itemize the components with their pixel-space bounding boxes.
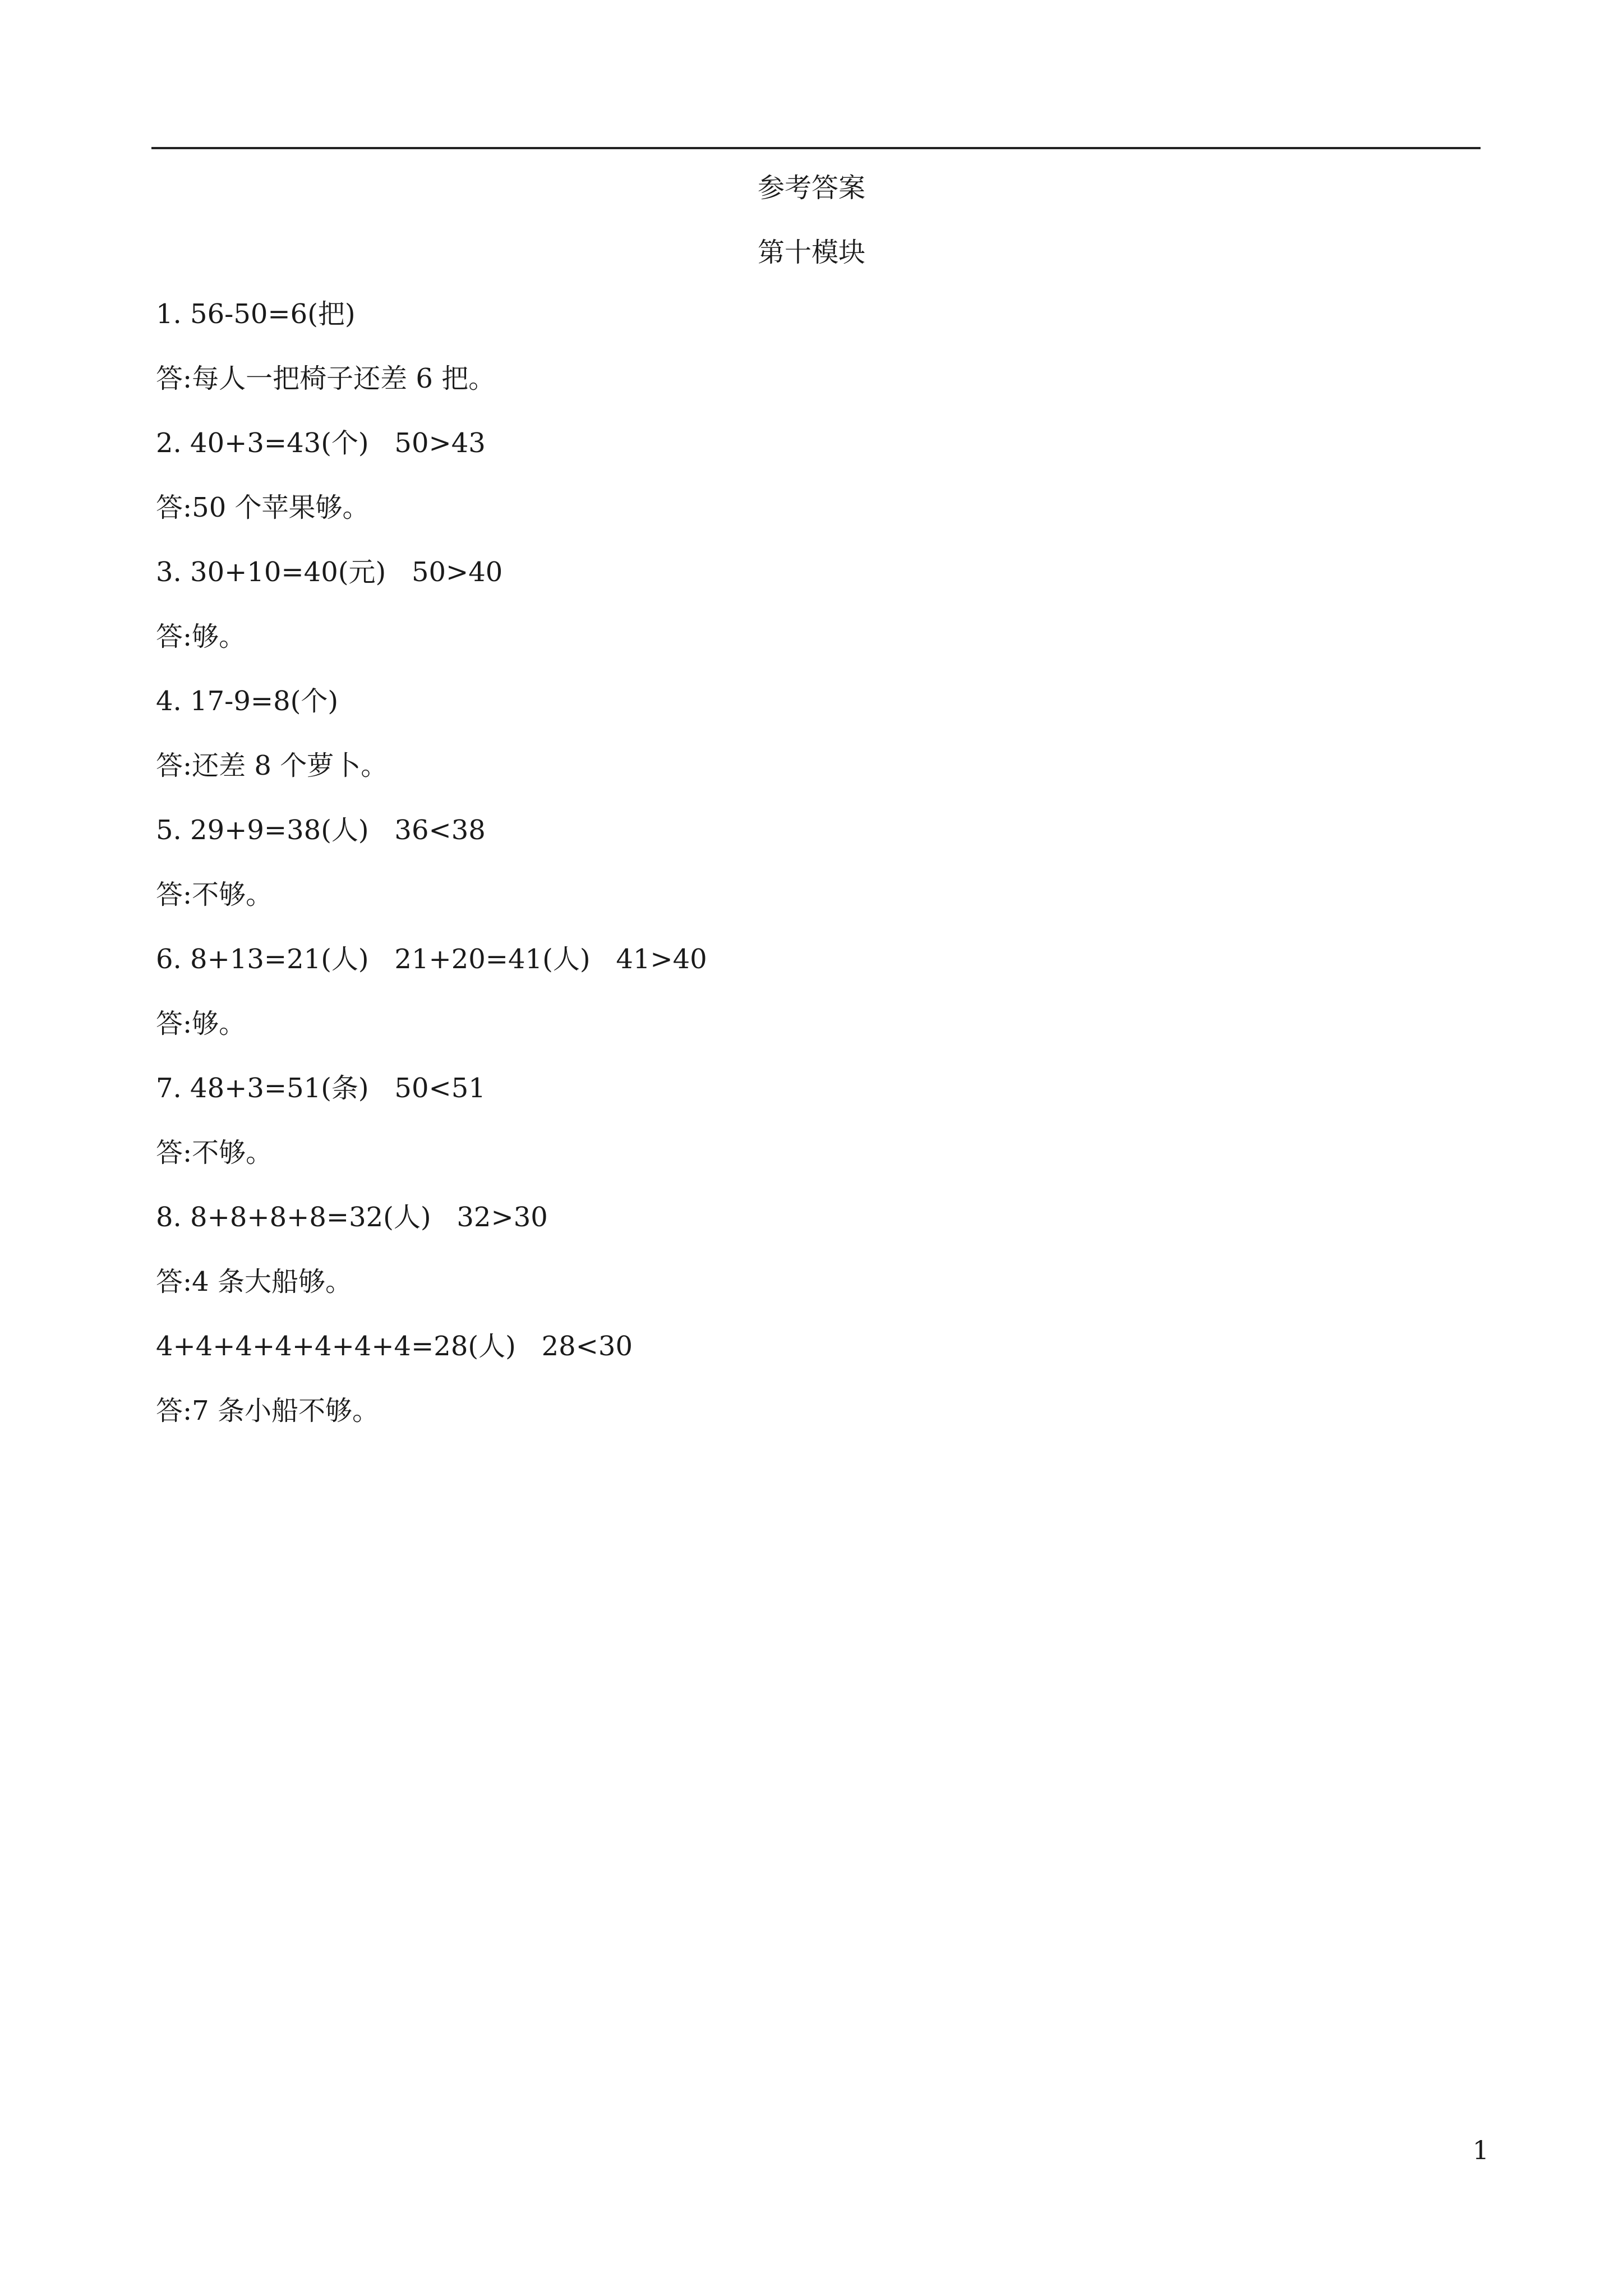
answer-line: 答:7 条小船不够。 bbox=[156, 1395, 379, 1427]
answer-line: 答:不够。 bbox=[156, 1137, 273, 1168]
answer-line: 4+4+4+4+4+4+4=28(人) 28<30 bbox=[156, 1331, 633, 1362]
page-number: 1 bbox=[1472, 2135, 1489, 2165]
answer-line: 5. 29+9=38(人) 36<38 bbox=[156, 815, 486, 846]
answer-line: 答:4 条大船够。 bbox=[156, 1266, 352, 1297]
section-title: 第十模块 bbox=[757, 237, 865, 268]
document-title: 参考答案 bbox=[757, 172, 865, 204]
answer-line: 答:还差 8 个萝卜。 bbox=[156, 750, 388, 781]
answer-line: 答:够。 bbox=[156, 1008, 246, 1039]
answer-line: 答:50 个苹果够。 bbox=[156, 492, 370, 523]
answer-line: 8. 8+8+8+8=32(人) 32>30 bbox=[156, 1202, 548, 1233]
answer-line: 答:每人一把椅子还差 6 把。 bbox=[156, 363, 496, 394]
answer-line: 6. 8+13=21(人) 21+20=41(人) 41>40 bbox=[156, 944, 707, 975]
header-rule bbox=[151, 147, 1481, 149]
answer-line: 1. 56-50=6(把) bbox=[156, 298, 356, 330]
answer-line: 答:够。 bbox=[156, 621, 246, 652]
answer-line: 7. 48+3=51(条) 50<51 bbox=[156, 1073, 486, 1104]
answer-line: 3. 30+10=40(元) 50>40 bbox=[156, 556, 503, 588]
answer-line: 2. 40+3=43(个) 50>43 bbox=[156, 427, 486, 459]
answer-list bbox=[156, 297, 1446, 1458]
answer-line: 答:不够。 bbox=[156, 879, 273, 910]
answer-line: 4. 17-9=8(个) bbox=[156, 685, 339, 717]
